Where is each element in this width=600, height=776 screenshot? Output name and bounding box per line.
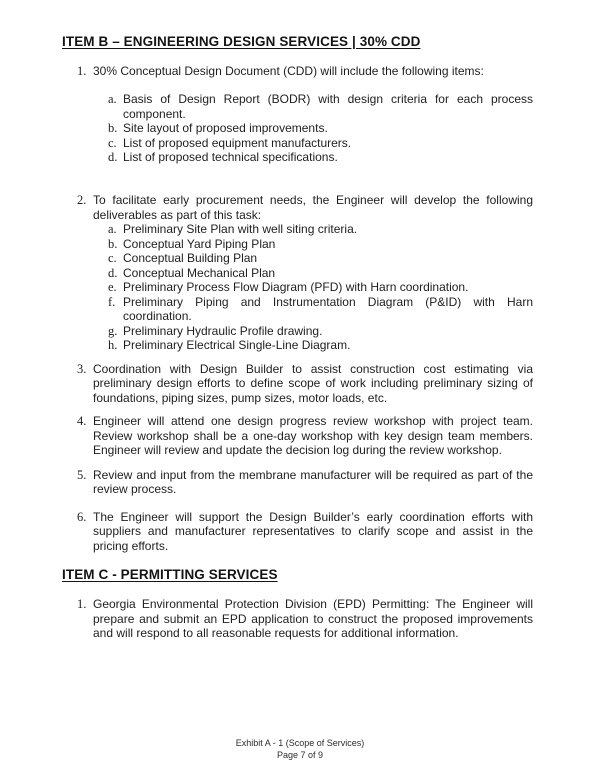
item-b-1-sub-a bbox=[108, 92, 600, 121]
item-b-1-sub-b bbox=[108, 121, 600, 136]
item-b-2-sub-list bbox=[0, 222, 600, 353]
list-item-text: Preliminary Electrical Single-Line Diagram. bbox=[123, 338, 351, 352]
list-marker: 5. bbox=[77, 467, 87, 482]
list-item-text: Conceptual Mechanical Plan bbox=[123, 265, 276, 280]
item-b-2-sub-a bbox=[108, 222, 600, 237]
item-c-heading bbox=[62, 567, 600, 583]
list-marker: 2. bbox=[77, 193, 87, 207]
item-c-list-item-1 bbox=[77, 597, 600, 641]
item-c-heading-text: ITEM C - PERMITTING SERVICES bbox=[62, 567, 278, 582]
footer-exhibit-line: Exhibit A - 1 (Scope of Services) bbox=[235, 738, 365, 748]
item-b-1-sub-d bbox=[108, 150, 600, 165]
list-item-text: Conceptual Yard Piping Plan bbox=[123, 236, 276, 251]
item-b-list-item-1 bbox=[77, 64, 600, 79]
item-b-1-sub-list bbox=[0, 92, 600, 165]
item-b-list-item-2 bbox=[77, 193, 600, 222]
list-marker: 6. bbox=[77, 509, 87, 524]
item-b-2-sub-c bbox=[108, 251, 600, 266]
list-marker: d. bbox=[108, 150, 118, 164]
list-marker: f. bbox=[108, 294, 116, 309]
list-marker: a. bbox=[108, 222, 117, 236]
list-marker: c. bbox=[108, 251, 117, 265]
item-b-1-sub-c bbox=[108, 136, 600, 151]
list-item-text: Georgia Environmental Protection Division (EPD) Permitting: The Engineer will prepare and submit an EPD application to construct the proposed improvements and will respond to all reasonable requests for additional information. bbox=[93, 597, 533, 640]
list-marker: g. bbox=[108, 323, 118, 338]
list-marker: 3. bbox=[77, 361, 87, 376]
item-b-list-item-5 bbox=[77, 468, 600, 497]
item-b-2-sub-e bbox=[108, 280, 600, 295]
list-marker: a. bbox=[108, 92, 117, 106]
list-marker: b. bbox=[108, 121, 118, 135]
list-marker: d. bbox=[108, 265, 118, 280]
list-item-text: Basis of Design Report (BODR) with design criteria for each process component. bbox=[123, 92, 533, 121]
list-item-text: Engineer will attend one design progress review workshop with project team. Review workshop shall be a one-day workshop with key design team members. Engineer will review and update the decision log during the review workshop. bbox=[93, 414, 533, 457]
item-b-list-item-4 bbox=[77, 414, 600, 458]
list-item-text: Preliminary Hydraulic Profile drawing. bbox=[123, 323, 323, 338]
list-marker: e. bbox=[108, 280, 117, 294]
item-b-2-sub-f bbox=[108, 295, 600, 324]
list-item-text: Review and input from the membrane manufacturer will be required as part of the review process. bbox=[93, 467, 533, 496]
item-b-heading bbox=[62, 34, 600, 50]
item-b-heading-text: ITEM B – ENGINEERING DESIGN SERVICES | 30% CDD bbox=[62, 34, 421, 49]
list-item-text: Preliminary Piping and Instrumentation Diagram (P&ID) with Harn coordination. bbox=[123, 294, 533, 323]
list-marker: c. bbox=[108, 135, 117, 150]
page-footer bbox=[0, 738, 600, 761]
list-marker: b. bbox=[108, 236, 118, 251]
item-b-2-sub-d bbox=[108, 266, 600, 281]
list-marker: h. bbox=[108, 338, 118, 352]
item-b-2-sub-b bbox=[108, 237, 600, 252]
list-item-text: List of proposed technical specifications. bbox=[123, 150, 338, 164]
list-item-text: Site layout of proposed improvements. bbox=[123, 121, 328, 135]
list-item-text: List of proposed equipment manufacturers. bbox=[123, 135, 352, 150]
list-marker: 4. bbox=[77, 414, 87, 428]
list-marker: 1. bbox=[77, 597, 87, 611]
item-b-list-item-3 bbox=[77, 362, 600, 406]
list-item-text: The Engineer will support the Design Builder’s early coordination efforts with suppliers and manufacturer representatives to clarify scope and assist in the pricing efforts. bbox=[93, 509, 533, 553]
item-b-list-item-6 bbox=[77, 510, 600, 554]
list-item-text: Conceptual Building Plan bbox=[123, 251, 258, 265]
list-item-text: To facilitate early procurement needs, the Engineer will develop the following deliverables as part of this task: bbox=[93, 193, 533, 222]
item-b-2-sub-g bbox=[108, 324, 600, 339]
item-b-2-sub-h bbox=[108, 338, 600, 353]
list-item-text: Preliminary Site Plan with well siting criteria. bbox=[123, 222, 358, 236]
list-item-text: Coordination with Design Builder to assist construction cost estimating via preliminary design efforts to define scope of work including preliminary sizing of foundations, piping sizes, pump sizes, motor loads, etc. bbox=[93, 361, 533, 405]
list-marker: 1. bbox=[77, 64, 87, 78]
list-item-text: Preliminary Process Flow Diagram (PFD) with Harn coordination. bbox=[123, 280, 469, 294]
footer-page-number: Page 7 of 9 bbox=[276, 749, 324, 760]
list-item-text: 30% Conceptual Design Document (CDD) will include the following items: bbox=[93, 64, 484, 78]
